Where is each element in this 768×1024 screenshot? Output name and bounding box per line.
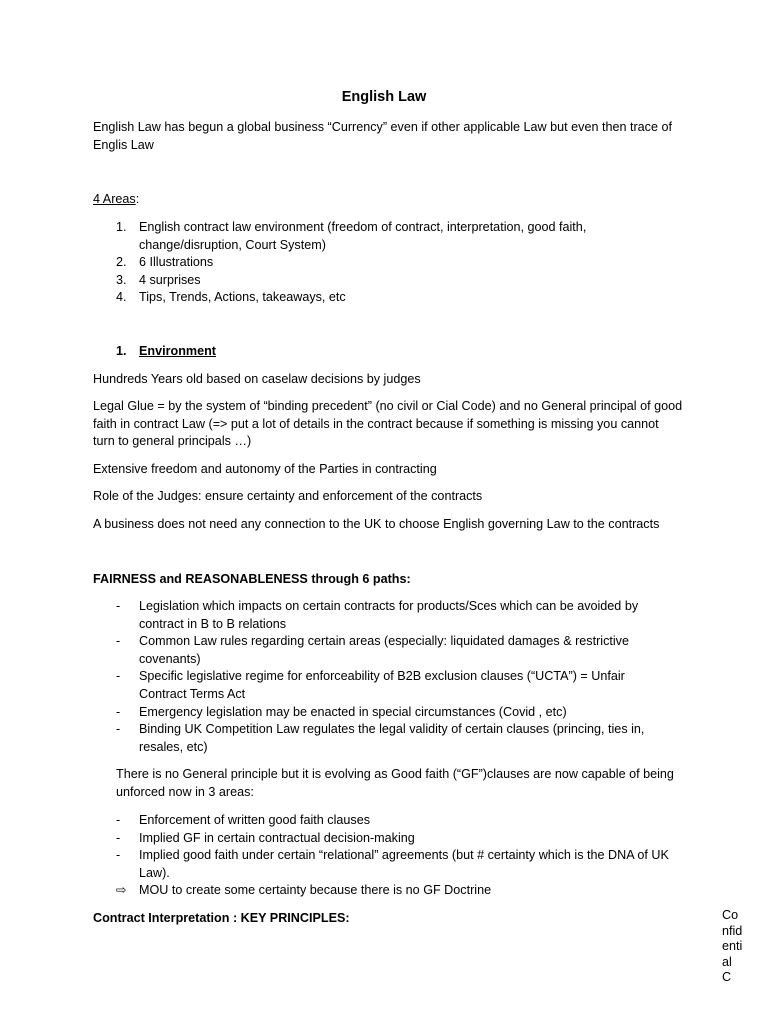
good-faith-list	[93, 812, 673, 900]
list-marker: 1.	[116, 220, 127, 234]
list-marker: -	[116, 669, 121, 684]
list-item	[93, 289, 673, 307]
list-marker: -	[116, 634, 121, 649]
list-item-text: Binding UK Competition Law regulates the legal validity of certain clauses (princing, ties in, resales, etc)	[139, 722, 645, 754]
list-item	[93, 812, 673, 830]
list-item	[93, 633, 673, 668]
list-marker: 4.	[116, 290, 127, 305]
environment-paragraph: Legal Glue = by the system of “binding precedent” (no civil or Cial Code) and no General principal of good faith in contract Law (=> put a lot of details in the contract because if something is missing you cannot turn to general principals …)	[93, 399, 683, 449]
environment-paragraph: Hundreds Years old based on caselaw decisions by judges	[93, 372, 421, 386]
list-item-text: Common Law rules regarding certain areas (especially: liquidated damages & restrictive covenants)	[139, 634, 629, 666]
list-item-text: Legislation which impacts on certain contracts for products/Sces which can be avoided by contract in B to B relations	[139, 599, 639, 631]
list-item	[93, 668, 673, 703]
list-marker: -	[116, 813, 121, 827]
areas-heading-text: 4 Areas	[93, 192, 136, 206]
section-environment-heading	[116, 343, 216, 361]
confidential-stamp: Confidential C	[722, 908, 743, 984]
list-item-text: English contract law environment (freedom of contract, interpretation, good faith, change/disruption, Court System)	[139, 220, 587, 252]
list-item-text: 6 Illustrations	[139, 255, 214, 270]
areas-heading-colon: :	[135, 192, 140, 206]
list-item	[93, 254, 673, 272]
list-marker: -	[116, 722, 121, 737]
list-item-text: Enforcement of written good faith clauses	[139, 813, 371, 827]
fairness-list	[93, 598, 673, 756]
list-marker: 3.	[116, 272, 127, 287]
list-item-text: Emergency legislation may be enacted in special circumstances (Covid , etc)	[139, 704, 567, 719]
page-title: English Law	[341, 89, 427, 105]
list-item	[93, 721, 673, 756]
list-item	[93, 598, 673, 633]
list-marker: -	[116, 704, 121, 719]
list-marker: 2.	[116, 255, 127, 270]
list-item-text: MOU to create some certainty because there is no GF Doctrine	[139, 883, 492, 898]
list-item	[93, 830, 673, 848]
list-item	[93, 219, 673, 254]
list-item	[93, 272, 673, 290]
interpretation-heading: Contract Interpretation : KEY PRINCIPLES:	[93, 911, 350, 925]
good-faith-paragraph: There is no General principle but it is evolving as Good faith (“GF”)clauses are now capable of being unforced now in 3 areas:	[116, 767, 674, 799]
environment-paragraph: A business does not need any connection to the UK to choose English governing Law to the contracts	[93, 517, 660, 531]
list-item-text: Implied good faith under certain “relational” agreements (but # certainty which is the DNA of UK Law).	[139, 848, 669, 880]
environment-paragraph: Extensive freedom and autonomy of the Parties in contracting	[93, 462, 437, 476]
list-item-text: Tips, Trends, Actions, takeaways, etc	[139, 290, 346, 305]
list-marker: -	[116, 599, 121, 613]
fairness-heading: FAIRNESS and REASONABLENESS through 6 paths:	[93, 572, 411, 586]
areas-list	[93, 219, 673, 307]
list-item	[93, 704, 673, 722]
intro-paragraph: English Law has begun a global business “Currency” even if other applicable Law but even then trace of Englis Law	[93, 120, 672, 152]
section-title: Environment	[139, 344, 216, 358]
list-marker: -	[116, 830, 121, 845]
list-item-text: 4 surprises	[139, 272, 201, 287]
list-marker: -	[116, 848, 121, 863]
list-item	[93, 847, 673, 882]
areas-heading	[93, 191, 683, 209]
arrow-icon: ⇨	[116, 883, 127, 898]
list-item	[93, 882, 673, 900]
list-item-text: Implied GF in certain contractual decision-making	[139, 830, 415, 845]
section-number: 1.	[116, 344, 127, 358]
list-item-text: Specific legislative regime for enforceability of B2B exclusion clauses (“UCTA”) = Unfair Contract Terms Act	[139, 669, 625, 701]
environment-paragraph: Role of the Judges: ensure certainty and enforcement of the contracts	[93, 489, 483, 503]
